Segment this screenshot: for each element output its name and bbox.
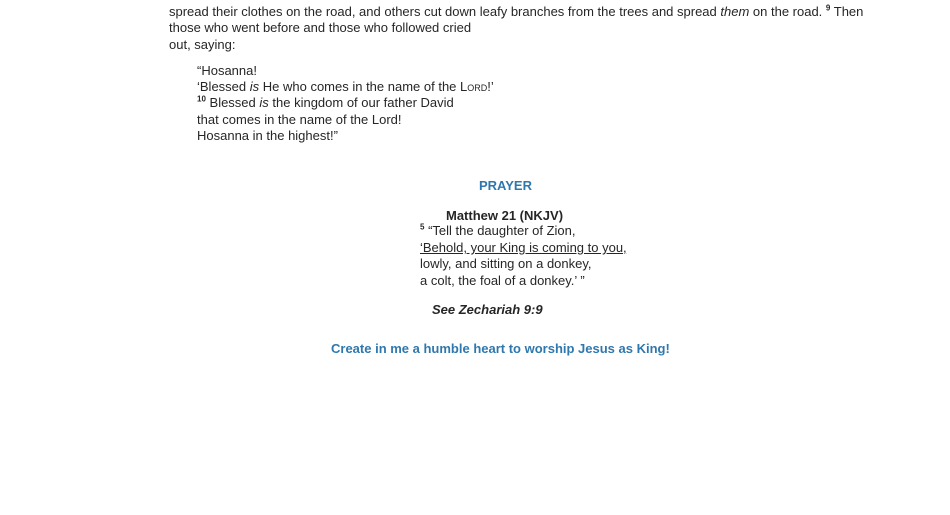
quote-line-3-a: Blessed (205, 95, 260, 110)
cross-reference: See Zechariah 9:9 (432, 302, 543, 317)
quote-line-2-emphasis: is (249, 79, 260, 94)
quote-line-3-emphasis: is (259, 95, 269, 110)
passage-line-1-emphasis: them (720, 4, 750, 19)
verse-number: 5 (420, 222, 425, 232)
prayer-heading: PRAYER (479, 178, 532, 193)
lord-smallcaps: Lord (460, 79, 488, 94)
passage-line-1-mid: on the road. (749, 4, 826, 19)
passage-line-1 (169, 4, 863, 20)
quote-line-2-a: ‘Blessed (197, 79, 250, 94)
quote-line-5: Hosanna in the highest!” (197, 128, 338, 143)
prayer-verse-line-4: a colt, the foal of a donkey.’ ” (420, 273, 585, 288)
quote-line-2-c: !’ (487, 79, 494, 94)
verse-number: 10 (197, 94, 206, 104)
scripture-reference: Matthew 21 (NKJV) (446, 208, 564, 223)
prayer-verse-line-1 (420, 223, 575, 239)
passage-line-3: out, saying: (169, 37, 236, 52)
quote-line-4: that comes in the name of the Lord! (197, 112, 402, 127)
prayer-verse-line-3: lowly, and sitting on a donkey, (420, 256, 592, 271)
passage-line-1-start: spread their clothes on the road, and others cut down leafy branches from the trees and spread (169, 4, 721, 19)
call-to-action: Create in me a humble heart to worship Jesus as King! (331, 341, 670, 356)
quote-line-2-b: He who comes in the name of the (259, 79, 461, 94)
passage-line-2: those who went before and those who followed cried (169, 20, 472, 35)
prayer-verse-line-1-text: “Tell the daughter of Zion, (424, 223, 576, 238)
prayer-verse-line-2: ‘Behold, your King is coming to you, (420, 240, 627, 255)
quote-line-1: “Hosanna! (197, 63, 257, 78)
passage-line-1-end: Then (830, 4, 864, 19)
quote-line-2 (197, 79, 494, 95)
verse-number: 9 (825, 3, 831, 13)
quote-line-3 (197, 95, 454, 111)
quote-line-3-b: the kingdom of our father David (268, 95, 454, 110)
